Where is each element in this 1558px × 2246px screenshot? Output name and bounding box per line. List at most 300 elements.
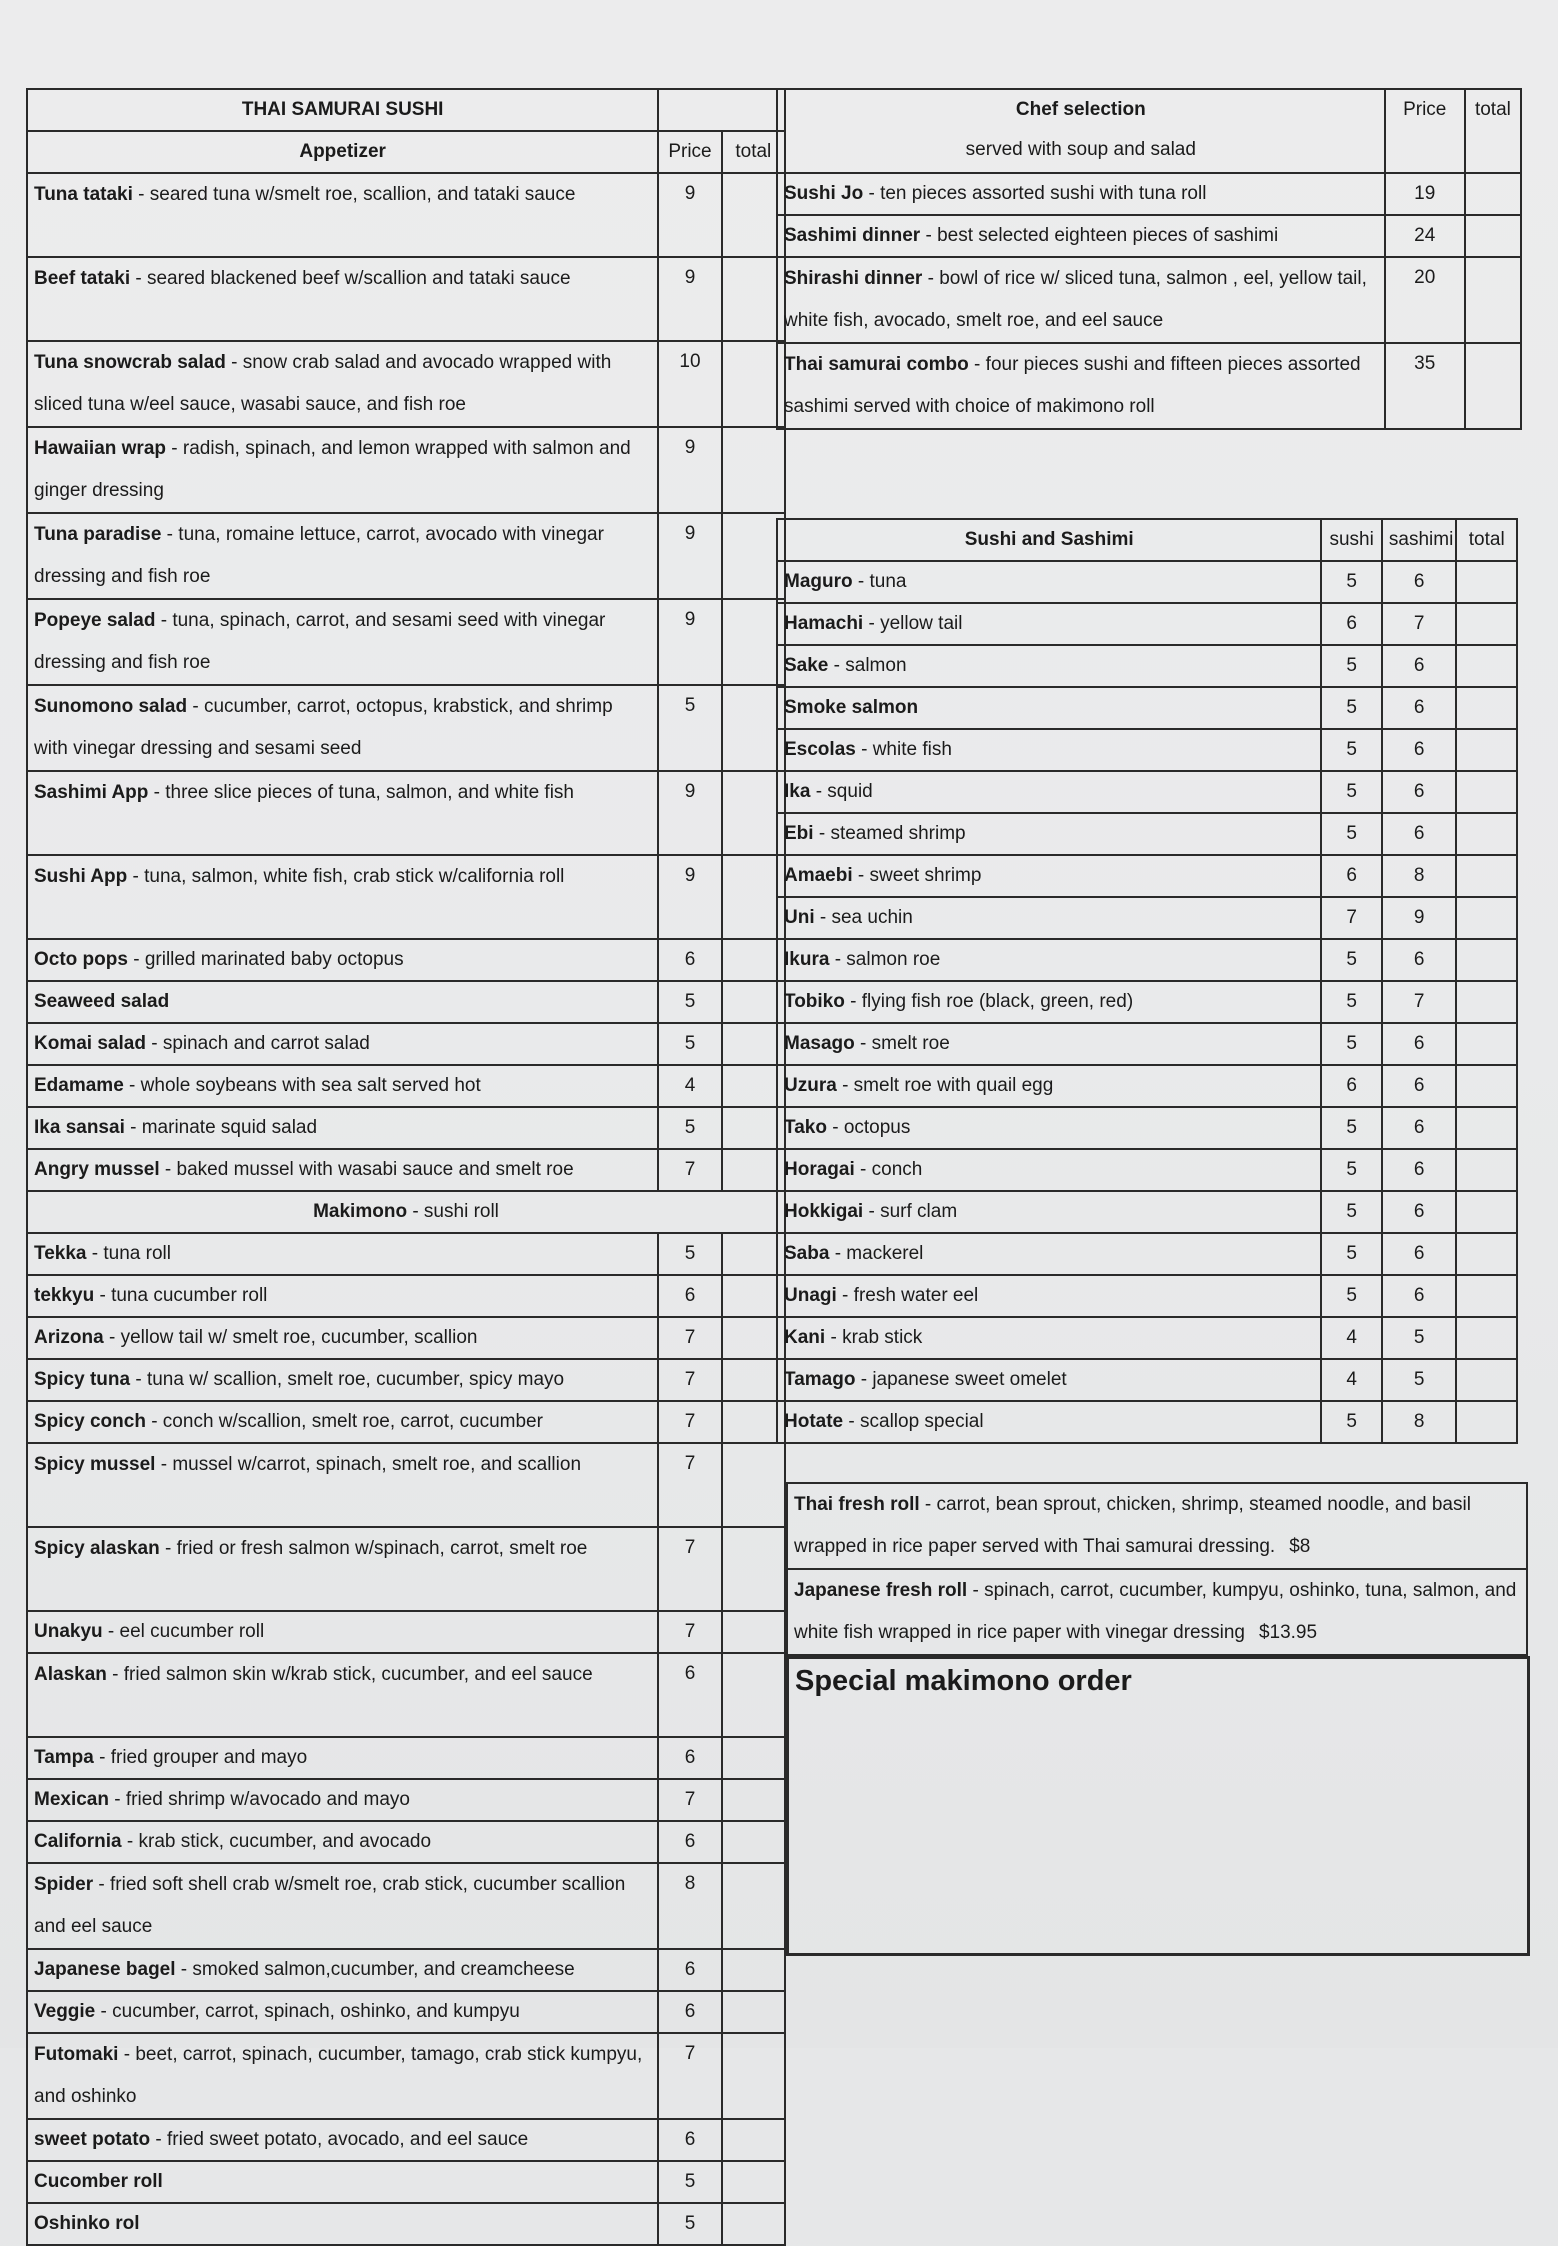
sashimi-price: 7 xyxy=(1382,603,1457,645)
sushi-sashimi-header: Sushi and Sashimi xyxy=(777,519,1321,561)
makimono-item-description: - conch w/scallion, smelt roe, carrot, cucumber xyxy=(145,1411,543,1432)
makimono-item-description: - fried sweet potato, avocado, and eel sauce xyxy=(150,2129,529,2150)
sashimi-price: 6 xyxy=(1382,813,1457,855)
sushi-price: 5 xyxy=(1321,729,1381,771)
makimono-total-cell xyxy=(722,1991,785,2033)
appetizer-item-name: Tuna snowcrab salad xyxy=(34,352,226,373)
appetizer-item-name: Sunomono salad xyxy=(34,696,188,717)
sushi-sashimi-item-description: - octopus xyxy=(826,1117,911,1138)
appetizer-item-description: - tuna, spinach, carrot, and sesami seed with vinegar dressing and fish roe xyxy=(34,610,606,673)
sashimi-price: 6 xyxy=(1382,1023,1457,1065)
makimono-item-description-cell xyxy=(27,1821,658,1863)
fresh-roll-cell xyxy=(787,1569,1527,1655)
appetizer-price: 9 xyxy=(658,855,721,939)
sushi-sashimi-total-cell xyxy=(1456,771,1517,813)
makimono-item-name: Spicy conch xyxy=(34,1411,146,1432)
sushi-sashimi-item-description-cell xyxy=(777,603,1321,645)
chef-selection-item-description-cell xyxy=(777,215,1385,257)
chef-selection-total-cell xyxy=(1465,343,1521,429)
sushi-sashimi-item-description: - surf clam xyxy=(863,1201,958,1222)
sushi-sashimi-item-name: Sake xyxy=(784,655,829,676)
makimono-row xyxy=(27,1275,785,1317)
makimono-item-description: - yellow tail w/ smelt roe, cucumber, scallion xyxy=(103,1327,478,1348)
sushi-sashimi-total-cell xyxy=(1456,1149,1517,1191)
sashimi-price: 6 xyxy=(1382,1065,1457,1107)
sushi-sashimi-item-name: Maguro xyxy=(784,571,853,592)
makimono-item-name: Veggie xyxy=(34,2001,96,2022)
makimono-item-description: - tuna roll xyxy=(86,1243,171,1264)
makimono-price: 7 xyxy=(658,1317,721,1359)
sushi-sashimi-item-name: Escolas xyxy=(784,739,856,760)
makimono-item-name: Arizona xyxy=(34,1327,104,1348)
makimono-item-description: - fried grouper and mayo xyxy=(93,1747,308,1768)
appetizer-row xyxy=(27,855,785,939)
fresh-roll-price: $13.95 xyxy=(1258,1622,1318,1643)
makimono-row xyxy=(27,1317,785,1359)
appetizer-item-description-cell xyxy=(27,599,658,685)
sushi-sashimi-item-description-cell xyxy=(777,729,1321,771)
appetizer-row xyxy=(27,257,785,341)
sashimi-price: 6 xyxy=(1382,687,1457,729)
sushi-sashimi-item-description-cell xyxy=(777,813,1321,855)
makimono-item-description: - fried soft shell crab w/smelt roe, crab stick, cucumber scallion and eel sauce xyxy=(34,1874,626,1937)
makimono-item-description: - krab stick, cucumber, and avocado xyxy=(121,1831,432,1852)
sushi-price: 4 xyxy=(1321,1317,1381,1359)
appetizer-item-description-cell xyxy=(27,257,658,341)
sushi-price: 5 xyxy=(1321,1107,1381,1149)
appetizer-row xyxy=(27,173,785,257)
sushi-sashimi-item-description: - salmon roe xyxy=(829,949,941,970)
sushi-price: 5 xyxy=(1321,1191,1381,1233)
sushi-sashimi-total-cell xyxy=(1456,645,1517,687)
sushi-sashimi-total-cell xyxy=(1456,1191,1517,1233)
sashimi-price: 8 xyxy=(1382,1401,1457,1443)
sushi-sashimi-row xyxy=(777,981,1517,1023)
sushi-sashimi-row xyxy=(777,771,1517,813)
sushi-sashimi-item-description-cell xyxy=(777,1359,1321,1401)
makimono-price: 7 xyxy=(658,1527,721,1611)
makimono-item-description: - eel cucumber roll xyxy=(102,1621,265,1642)
appetizer-price: 10 xyxy=(658,341,721,427)
sushi-sashimi-row xyxy=(777,1401,1517,1443)
makimono-item-name: sweet potato xyxy=(34,2129,151,2150)
appetizer-item-name: Sushi App xyxy=(34,866,128,887)
sushi-price: 5 xyxy=(1321,645,1381,687)
appetizer-price: 9 xyxy=(658,771,721,855)
makimono-price: 7 xyxy=(658,1359,721,1401)
makimono-total-cell xyxy=(722,2161,785,2203)
sushi-sashimi-row xyxy=(777,645,1517,687)
sushi-sashimi-total-cell xyxy=(1456,729,1517,771)
appetizer-header: Appetizer xyxy=(27,131,658,173)
makimono-total-cell xyxy=(722,1863,785,1949)
fresh-roll-description: - spinach, carrot, cucumber, kumpyu, oshinko, tuna, salmon, and white fish wrapped in rice paper with vinegar dressing xyxy=(794,1580,1517,1643)
sushi-price: 5 xyxy=(1321,687,1381,729)
special-makimono-title: Special makimono order xyxy=(795,1665,1132,1697)
sushi-sashimi-row xyxy=(777,687,1517,729)
sashimi-price: 6 xyxy=(1382,1233,1457,1275)
sushi-sashimi-item-name: Tako xyxy=(784,1117,827,1138)
appetizer-item-name: Beef tataki xyxy=(34,268,131,289)
makimono-item-name: Tampa xyxy=(34,1747,94,1768)
chef-selection-item-name: Thai samurai combo xyxy=(784,354,969,375)
sushi-sashimi-item-description-cell xyxy=(777,1401,1321,1443)
makimono-item-description: - beet, carrot, spinach, cucumber, tamago, crab stick kumpyu, and oshinko xyxy=(34,2044,643,2107)
sushi-sashimi-item-description: - fresh water eel xyxy=(836,1285,979,1306)
sushi-sashimi-item-description-cell xyxy=(777,1317,1321,1359)
makimono-total-cell xyxy=(722,1443,785,1527)
sushi-sashimi-total-cell xyxy=(1456,687,1517,729)
sushi-sashimi-item-name: Uzura xyxy=(784,1075,837,1096)
makimono-total-cell xyxy=(722,1527,785,1611)
appetizer-row xyxy=(27,341,785,427)
sushi-price: 5 xyxy=(1321,981,1381,1023)
makimono-row xyxy=(27,1821,785,1863)
fresh-roll-row xyxy=(787,1483,1527,1569)
sushi-price: 6 xyxy=(1321,603,1381,645)
sashimi-price: 8 xyxy=(1382,855,1457,897)
sushi-sashimi-row xyxy=(777,1359,1517,1401)
makimono-price: 7 xyxy=(658,2033,721,2119)
makimono-item-name: Cucomber roll xyxy=(34,2171,163,2192)
makimono-price: 5 xyxy=(658,2161,721,2203)
makimono-row xyxy=(27,2203,785,2245)
makimono-item-name: Futomaki xyxy=(34,2044,119,2065)
makimono-item-description-cell xyxy=(27,1275,658,1317)
makimono-price: 6 xyxy=(658,1653,721,1737)
sushi-price: 5 xyxy=(1321,813,1381,855)
appetizer-price: 5 xyxy=(658,981,721,1023)
appetizer-item-name: Octo pops xyxy=(34,949,128,970)
sushi-sashimi-item-name: Unagi xyxy=(784,1285,837,1306)
fresh-roll-description: - carrot, bean sprout, chicken, shrimp, steamed noodle, and basil wrapped in rice paper served with Thai samurai dressing. xyxy=(794,1494,1471,1557)
makimono-header xyxy=(27,1191,785,1233)
appetizer-item-description-cell xyxy=(27,981,658,1023)
appetizer-price: 9 xyxy=(658,427,721,513)
appetizer-row xyxy=(27,1065,785,1107)
makimono-total-cell xyxy=(722,1821,785,1863)
appetizer-item-name: Tuna paradise xyxy=(34,524,162,545)
makimono-item-description-cell xyxy=(27,1863,658,1949)
makimono-total-cell xyxy=(722,1737,785,1779)
sushi-sashimi-item-description-cell xyxy=(777,771,1321,813)
appetizer-item-description-cell xyxy=(27,1149,658,1191)
makimono-price: 7 xyxy=(658,1779,721,1821)
sashimi-price: 6 xyxy=(1382,771,1457,813)
sushi-sashimi-row xyxy=(777,1149,1517,1191)
makimono-total-cell xyxy=(722,2203,785,2245)
makimono-item-description-cell xyxy=(27,2033,658,2119)
sashimi-column-header: sashimi xyxy=(1382,519,1457,561)
makimono-row xyxy=(27,1527,785,1611)
sashimi-price: 6 xyxy=(1382,561,1457,603)
fresh-roll-name: Japanese fresh roll xyxy=(794,1580,968,1601)
chef-selection-row xyxy=(777,343,1521,429)
chef-selection-price: 24 xyxy=(1385,215,1465,257)
sashimi-price: 6 xyxy=(1382,1275,1457,1317)
sushi-sashimi-total-cell xyxy=(1456,897,1517,939)
sushi-sashimi-item-description-cell xyxy=(777,939,1321,981)
makimono-item-description-cell xyxy=(27,1233,658,1275)
sushi-sashimi-item-description-cell xyxy=(777,1233,1321,1275)
chef-selection-item-description: - ten pieces assorted sushi with tuna roll xyxy=(863,183,1207,204)
sushi-price: 5 xyxy=(1321,561,1381,603)
appetizer-item-description: - radish, spinach, and lemon wrapped with salmon and ginger dressing xyxy=(34,438,631,501)
sushi-sashimi-item-name: Hamachi xyxy=(784,613,864,634)
sushi-sashimi-item-name: Hokkigai xyxy=(784,1201,864,1222)
menu-title: THAI SAMURAI SUSHI xyxy=(27,89,658,131)
appetizer-item-description-cell xyxy=(27,173,658,257)
makimono-header-row xyxy=(27,1191,785,1233)
chef-selection-total-cell xyxy=(1465,173,1521,215)
appetizer-item-description: - spinach and carrot salad xyxy=(145,1033,370,1054)
sushi-price: 5 xyxy=(1321,1233,1381,1275)
appetizer-row xyxy=(27,1149,785,1191)
makimono-item-name: Oshinko rol xyxy=(34,2213,140,2234)
appetizer-row xyxy=(27,771,785,855)
makimono-item-description: - smoked salmon,cucumber, and creamcheese xyxy=(175,1959,575,1980)
makimono-item-description: - fried salmon skin w/krab stick, cucumber, and eel sauce xyxy=(106,1664,593,1685)
appetizer-price: 5 xyxy=(658,685,721,771)
chef-selection-price: 35 xyxy=(1385,343,1465,429)
sushi-sashimi-item-name: Horagai xyxy=(784,1159,855,1180)
appetizer-item-description: - seared blackened beef w/scallion and tataki sauce xyxy=(130,268,571,289)
sushi-price: 4 xyxy=(1321,1359,1381,1401)
makimono-price: 7 xyxy=(658,1401,721,1443)
appetizer-item-description: - three slice pieces of tuna, salmon, and white fish xyxy=(148,782,574,803)
sushi-sashimi-item-description: - squid xyxy=(810,781,873,802)
sushi-price: 5 xyxy=(1321,1149,1381,1191)
makimono-price: 6 xyxy=(658,1991,721,2033)
chef-selection-row xyxy=(777,215,1521,257)
appetizer-item-description-cell xyxy=(27,771,658,855)
makimono-row xyxy=(27,1779,785,1821)
sushi-sashimi-item-name: Tamago xyxy=(784,1369,856,1390)
sushi-sashimi-item-name: Amaebi xyxy=(784,865,853,886)
sushi-sashimi-row xyxy=(777,813,1517,855)
chef-price-header: Price xyxy=(1385,89,1465,173)
sushi-sashimi-total-cell xyxy=(1456,855,1517,897)
appetizer-row xyxy=(27,513,785,599)
sushi-sashimi-item-description: - yellow tail xyxy=(863,613,963,634)
chef-selection-item-name: Shirashi dinner xyxy=(784,268,923,289)
chef-selection-total-cell xyxy=(1465,215,1521,257)
makimono-item-name: Unakyu xyxy=(34,1621,103,1642)
makimono-item-name: Alaskan xyxy=(34,1664,107,1685)
makimono-total-cell xyxy=(722,1779,785,1821)
makimono-row xyxy=(27,2119,785,2161)
makimono-item-name: Spicy tuna xyxy=(34,1369,131,1390)
sushi-price: 5 xyxy=(1321,1401,1381,1443)
makimono-row xyxy=(27,1401,785,1443)
sushi-sashimi-item-description-cell xyxy=(777,687,1321,729)
appetizer-item-name: Tuna tataki xyxy=(34,184,133,205)
makimono-item-description-cell xyxy=(27,1443,658,1527)
appetizer-row xyxy=(27,427,785,513)
sushi-sashimi-item-description: - japanese sweet omelet xyxy=(855,1369,1067,1390)
sushi-sashimi-total-cell xyxy=(1456,561,1517,603)
makimono-item-name: Spider xyxy=(34,1874,94,1895)
sushi-sashimi-item-description-cell xyxy=(777,897,1321,939)
special-makimono-box xyxy=(786,1656,1530,1956)
makimono-price: 7 xyxy=(658,1611,721,1653)
appetizer-total-header: total xyxy=(722,131,785,173)
sushi-sashimi-item-description-cell xyxy=(777,855,1321,897)
makimono-item-description-cell xyxy=(27,1991,658,2033)
sushi-price: 5 xyxy=(1321,1275,1381,1317)
sushi-sashimi-row xyxy=(777,1275,1517,1317)
sushi-sashimi-total-cell xyxy=(1456,1233,1517,1275)
makimono-item-name: Japanese bagel xyxy=(34,1959,176,1980)
makimono-item-description-cell xyxy=(27,1359,658,1401)
chef-selection-item-name: Sashimi dinner xyxy=(784,225,921,246)
sushi-sashimi-total-cell xyxy=(1456,1317,1517,1359)
chef-selection-subheader: served with soup and salad xyxy=(965,139,1196,160)
sushi-sashimi-item-name: Tobiko xyxy=(784,991,845,1012)
sashimi-price: 6 xyxy=(1382,939,1457,981)
sushi-sashimi-total-cell xyxy=(1456,1359,1517,1401)
sushi-sashimi-item-description-cell xyxy=(777,645,1321,687)
sushi-sashimi-item-description-cell xyxy=(777,1275,1321,1317)
appetizer-price: 5 xyxy=(658,1107,721,1149)
makimono-item-description-cell xyxy=(27,2119,658,2161)
sushi-sashimi-item-description-cell xyxy=(777,1065,1321,1107)
sushi-sashimi-item-description: - salmon xyxy=(828,655,907,676)
appetizer-item-description-cell xyxy=(27,1023,658,1065)
chef-selection-item-description: - best selected eighteen pieces of sashimi xyxy=(920,225,1279,246)
fresh-roll-row xyxy=(787,1569,1527,1655)
sushi-sashimi-total-cell xyxy=(1456,981,1517,1023)
sushi-sashimi-row xyxy=(777,1065,1517,1107)
appetizer-item-name: Hawaiian wrap xyxy=(34,438,166,459)
sushi-sashimi-row xyxy=(777,939,1517,981)
sushi-column-header: sushi xyxy=(1321,519,1381,561)
sushi-sashimi-item-name: Smoke salmon xyxy=(784,697,919,718)
makimono-row xyxy=(27,2033,785,2119)
appetizer-price: 9 xyxy=(658,599,721,685)
sushi-sashimi-item-description: - conch xyxy=(854,1159,923,1180)
sushi-sashimi-item-description: - white fish xyxy=(855,739,952,760)
makimono-header-name: Makimono xyxy=(313,1201,408,1222)
makimono-row xyxy=(27,2161,785,2203)
sashimi-price: 6 xyxy=(1382,1107,1457,1149)
makimono-item-name: California xyxy=(34,1831,122,1852)
sushi-sashimi-total-cell xyxy=(1456,1275,1517,1317)
sushi-sashimi-item-description: - scallop special xyxy=(843,1411,984,1432)
appetizer-item-name: Angry mussel xyxy=(34,1159,160,1180)
appetizer-price: 7 xyxy=(658,1149,721,1191)
makimono-price: 7 xyxy=(658,1443,721,1527)
left-menu-table xyxy=(26,88,786,2246)
appetizer-item-name: Edamame xyxy=(34,1075,124,1096)
chef-selection-item-description: - bowl of rice w/ sliced tuna, salmon , eel, yellow tail, white fish, avocado, smelt roe, and eel sauce xyxy=(784,268,1367,331)
sushi-sashimi-item-name: Uni xyxy=(784,907,815,928)
sushi-sashimi-row xyxy=(777,1317,1517,1359)
appetizer-price-header: Price xyxy=(658,131,721,173)
makimono-row xyxy=(27,1443,785,1527)
chef-selection-item-description: - four pieces sushi and fifteen pieces assorted sashimi served with choice of makimono roll xyxy=(784,354,1361,417)
sushi-sashimi-item-name: Ebi xyxy=(784,823,814,844)
chef-selection-header-cell xyxy=(777,89,1385,173)
sushi-price: 5 xyxy=(1321,771,1381,813)
appetizer-item-description-cell xyxy=(27,1107,658,1149)
sushi-sashimi-table xyxy=(776,518,1518,1444)
makimono-row xyxy=(27,1611,785,1653)
appetizer-price: 4 xyxy=(658,1065,721,1107)
appetizer-item-description: - tuna, romaine lettuce, carrot, avocado with vinegar dressing and fish roe xyxy=(34,524,604,587)
makimono-total-cell xyxy=(722,2119,785,2161)
makimono-item-description: - tuna w/ scallion, smelt roe, cucumber, spicy mayo xyxy=(130,1369,565,1390)
chef-selection-item-description-cell xyxy=(777,173,1385,215)
makimono-item-description-cell xyxy=(27,1401,658,1443)
appetizer-item-description: - snow crab salad and avocado wrapped with sliced tuna w/eel sauce, wasabi sauce, and fish roe xyxy=(34,352,612,415)
chef-selection-row xyxy=(777,173,1521,215)
sushi-sashimi-row xyxy=(777,855,1517,897)
makimono-item-name: Spicy alaskan xyxy=(34,1538,160,1559)
appetizer-item-description: - baked mussel with wasabi sauce and smelt roe xyxy=(159,1159,574,1180)
sashimi-price: 6 xyxy=(1382,729,1457,771)
sashimi-price: 6 xyxy=(1382,645,1457,687)
appetizer-price: 9 xyxy=(658,257,721,341)
sushi-sashimi-item-description-cell xyxy=(777,981,1321,1023)
makimono-item-description: - mussel w/carrot, spinach, smelt roe, and scallion xyxy=(155,1454,582,1475)
sushi-price: 6 xyxy=(1321,855,1381,897)
appetizer-price: 9 xyxy=(658,173,721,257)
makimono-item-description-cell xyxy=(27,1653,658,1737)
sushi-sashimi-item-description: - steamed shrimp xyxy=(813,823,966,844)
sushi-sashimi-item-description: - tuna xyxy=(852,571,907,592)
chef-selection-item-description-cell xyxy=(777,343,1385,429)
appetizer-row xyxy=(27,685,785,771)
makimono-price: 5 xyxy=(658,2203,721,2245)
sushi-sashimi-item-name: Ikura xyxy=(784,949,830,970)
appetizer-row xyxy=(27,939,785,981)
chef-selection-price: 20 xyxy=(1385,257,1465,343)
makimono-item-description-cell xyxy=(27,2203,658,2245)
makimono-price: 5 xyxy=(658,1233,721,1275)
appetizer-total-cell xyxy=(722,427,785,513)
appetizer-price: 5 xyxy=(658,1023,721,1065)
appetizer-item-description: - marinate squid salad xyxy=(124,1117,318,1138)
sashimi-price: 5 xyxy=(1382,1359,1457,1401)
appetizer-item-description: - whole soybeans with sea salt served hot xyxy=(123,1075,481,1096)
sushi-sashimi-item-name: Saba xyxy=(784,1243,830,1264)
appetizer-item-name: Popeye salad xyxy=(34,610,156,631)
makimono-row xyxy=(27,1359,785,1401)
appetizer-item-description-cell xyxy=(27,855,658,939)
appetizer-item-description-cell xyxy=(27,341,658,427)
chef-selection-price: 19 xyxy=(1385,173,1465,215)
makimono-row xyxy=(27,1991,785,2033)
makimono-item-name: tekkyu xyxy=(34,1285,95,1306)
sushi-sashimi-item-description: - mackerel xyxy=(829,1243,924,1264)
makimono-item-name: Tekka xyxy=(34,1243,87,1264)
appetizer-item-name: Komai salad xyxy=(34,1033,146,1054)
sushi-price: 6 xyxy=(1321,1065,1381,1107)
appetizer-row xyxy=(27,1023,785,1065)
sushi-sashimi-row xyxy=(777,897,1517,939)
appetizer-item-description-cell xyxy=(27,939,658,981)
sushi-sashimi-total-cell xyxy=(1456,1107,1517,1149)
makimono-item-description: - cucumber, carrot, spinach, oshinko, and kumpyu xyxy=(95,2001,520,2022)
makimono-row xyxy=(27,1653,785,1737)
sushi-sashimi-item-name: Masago xyxy=(784,1033,855,1054)
appetizer-item-description-cell xyxy=(27,1065,658,1107)
makimono-item-description-cell xyxy=(27,1527,658,1611)
sushi-sashimi-total-cell xyxy=(1456,939,1517,981)
appetizer-item-description-cell xyxy=(27,685,658,771)
makimono-item-description-cell xyxy=(27,1737,658,1779)
